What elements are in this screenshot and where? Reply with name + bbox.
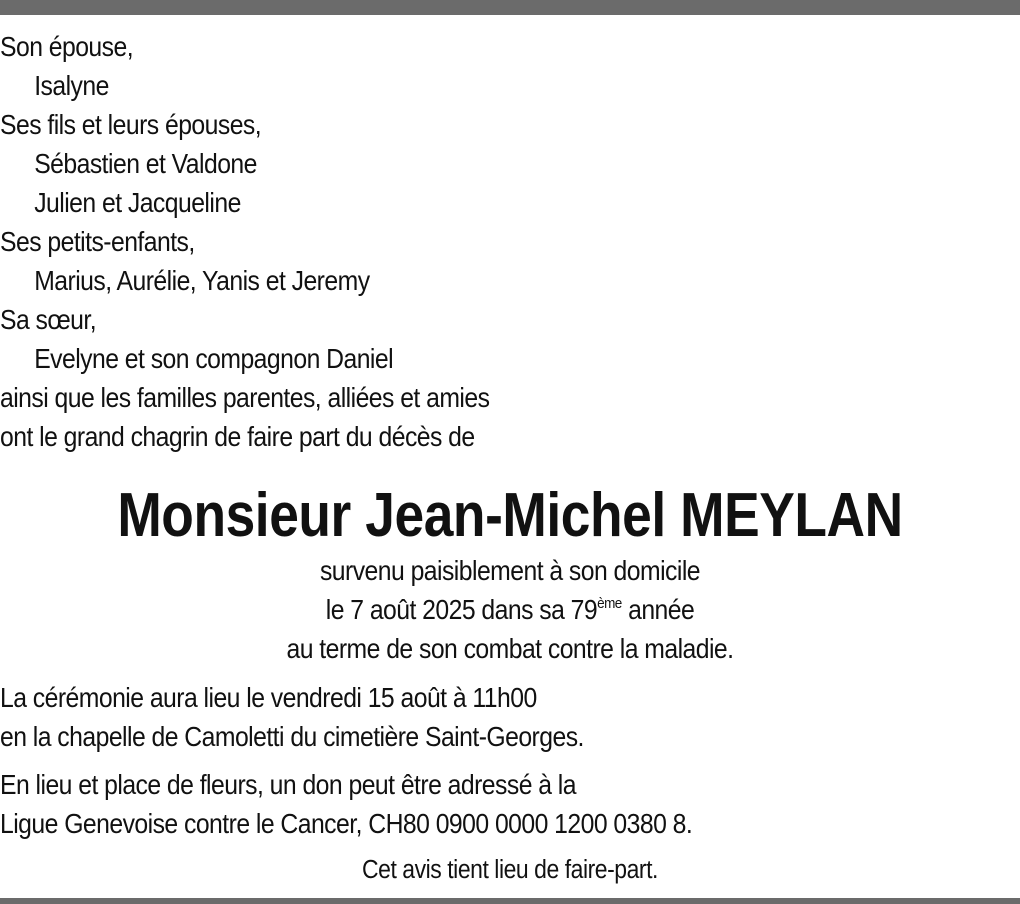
- wife-name: Isalyne: [34, 70, 109, 101]
- ceremony-line-1: La cérémonie aura lieu le vendredi 15 août à 11h00: [0, 682, 537, 713]
- date-age-text: le 7 août 2025 dans sa 79: [325, 594, 598, 625]
- circumstances-block: [0, 551, 1020, 668]
- announcement-line: ont le grand chagrin de faire part du décès de: [0, 421, 475, 452]
- donation-line-1: En lieu et place de fleurs, un don peut être adressé à la: [0, 769, 576, 800]
- ceremony-line-2: en la chapelle de Camoletti du cimetière Saint-Georges.: [0, 721, 584, 752]
- top-border: [0, 0, 1020, 15]
- year-word: année: [621, 594, 695, 625]
- sister-name: Evelyne et son compagnon Daniel: [34, 343, 394, 374]
- deceased-name: Monsieur Jean-Michel MEYLAN: [117, 481, 903, 550]
- circumstances-line-3: au terme de son combat contre la maladie.: [286, 633, 734, 664]
- circumstances-line-2: [51, 590, 969, 629]
- footer-note: Cet avis tient lieu de faire-part.: [362, 856, 658, 884]
- bottom-border: [0, 898, 1020, 904]
- grandchildren-names: Marius, Aurélie, Yanis et Jeremy: [34, 265, 370, 296]
- circumstances-line-1: survenu paisiblement à son domicile: [319, 555, 701, 586]
- ordinal-suffix: ème: [597, 595, 622, 612]
- son-2: Julien et Jacqueline: [34, 187, 241, 218]
- sons-label: Ses fils et leurs épouses,: [0, 109, 262, 140]
- donation-line-2: Ligue Genevoise contre le Cancer, CH80 0900 0000 1200 0380 8.: [0, 808, 693, 839]
- son-1: Sébastien et Valdone: [34, 148, 257, 179]
- sister-label: Sa sœur,: [0, 304, 97, 335]
- notice-content: [0, 27, 1020, 887]
- relatives-line: ainsi que les familles parentes, alliées et amies: [0, 382, 490, 413]
- grandchildren-label: Ses petits-enfants,: [0, 226, 195, 257]
- wife-label: Son épouse,: [0, 31, 134, 62]
